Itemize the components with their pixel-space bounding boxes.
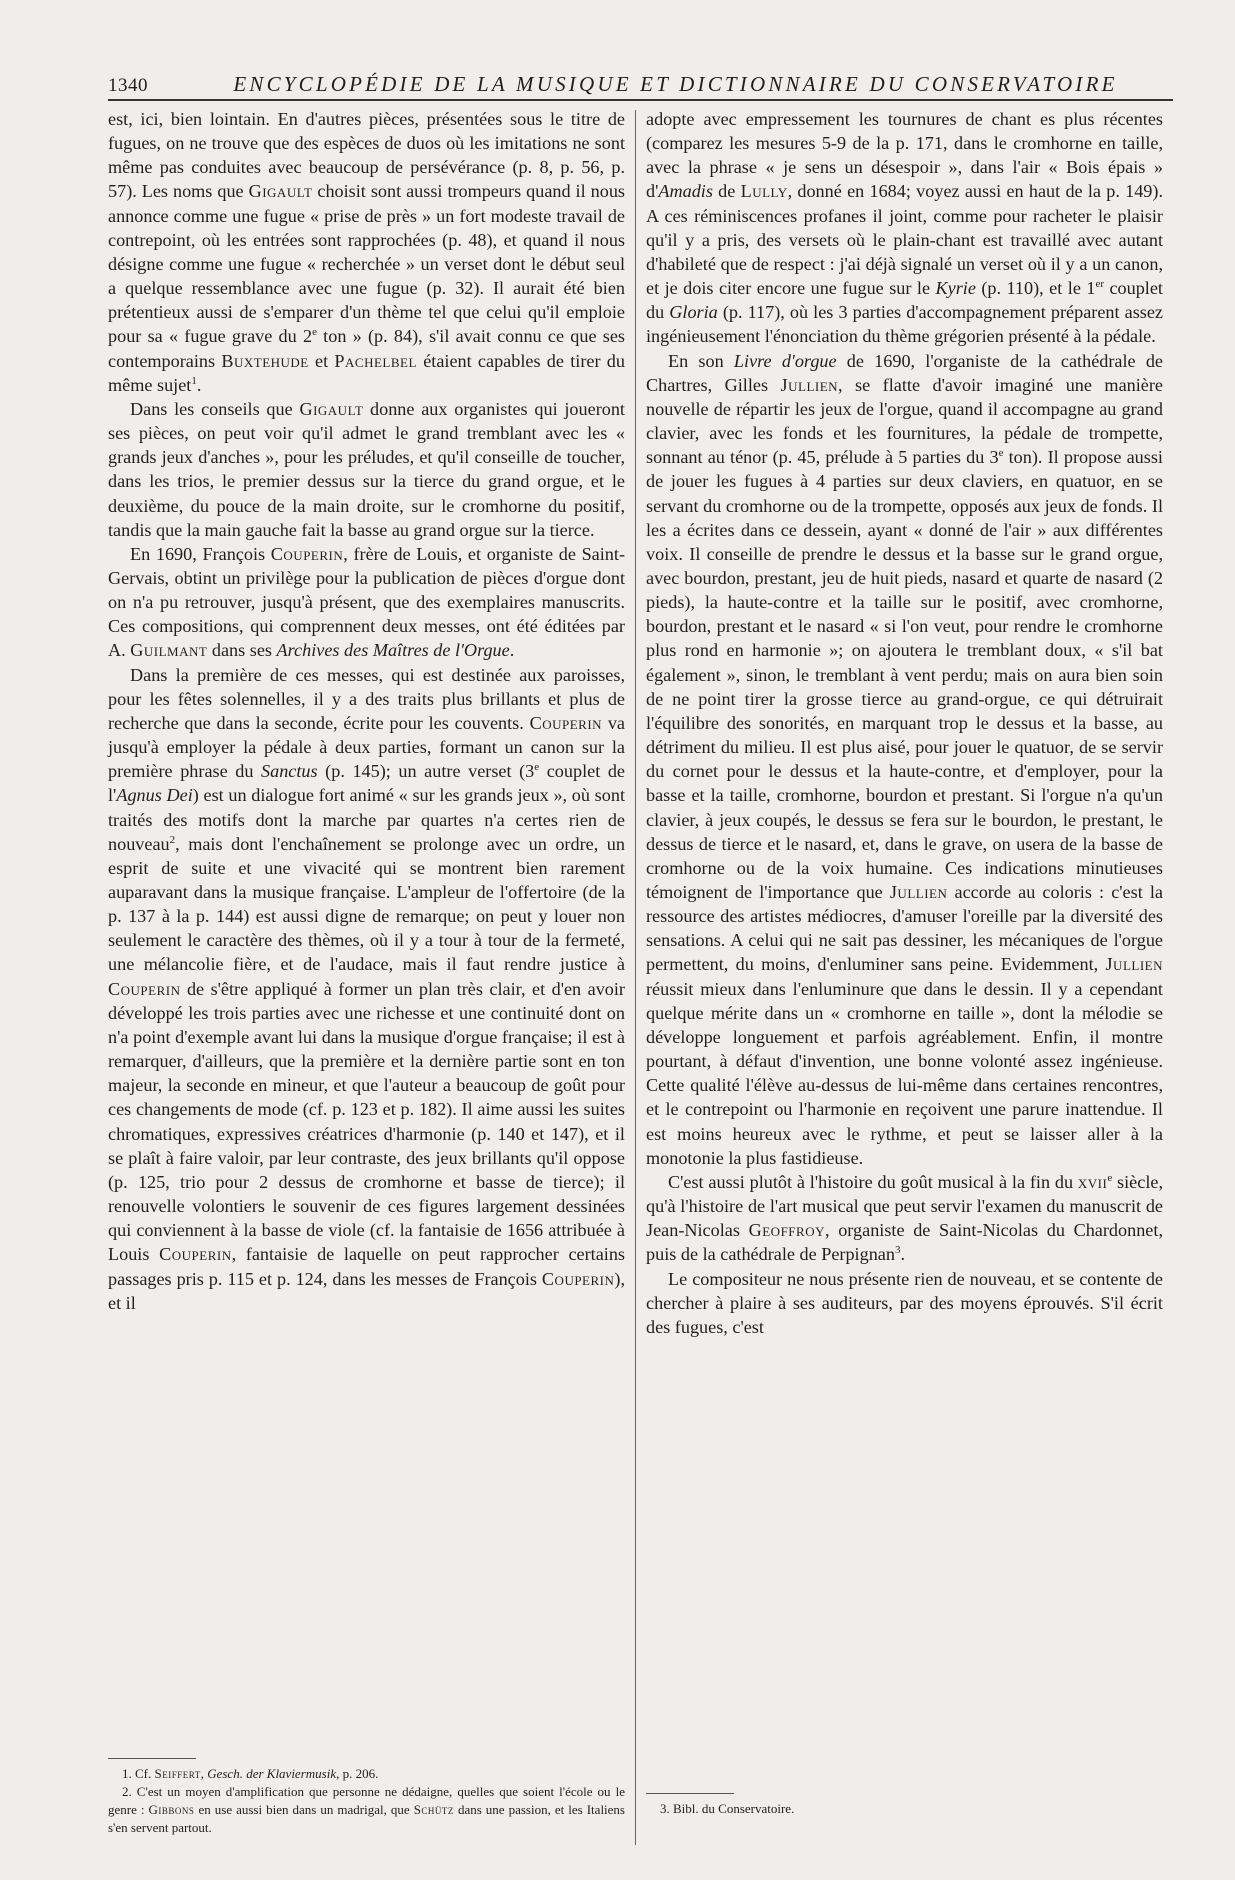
text-run: de: [712, 181, 741, 202]
text-run: 2. C'est un moyen d'amplification que personne ne dédaigne, quelles que soient l'école ou le genre :: [108, 1784, 625, 1817]
text-run: (p. 117), où les 3 parties d'accompagnement préparent assez ingénieusement l'énonciation du thème grégorien présenté à la pédale.: [646, 302, 1163, 347]
text-run: En 1690, François: [130, 543, 271, 564]
text-run: (p. 145); un autre verset (3: [317, 761, 535, 782]
text-run: ) est un dialogue fort animé « sur les grands jeux », où sont traités des motifs dont la marche par quartes n'a certes rien de nouveau: [108, 785, 625, 854]
paragraph: [108, 397, 625, 542]
paragraph: [646, 349, 1163, 1170]
text-run: En son: [668, 350, 734, 371]
text-run: donne aux organistes qui joueront ses pièces, on peut voir qu'il admet le grand tremblant avec les « grands jeux d'anches », pour les préludes, et qu'il conseille de toucher, dans les trios, le premier dessus sur la tierce du grand orgue, et le deuxième, du pouce de la main droite, sur le cromhorne du positif, tandis que la main gauche fait la basse au grand orgue sur la tierce.: [108, 398, 625, 540]
text-run: réussit mieux dans l'enluminure que dans le dessin. Il y a cependant quelque mérite dans un « cromhorne en taille », dont la mélodie se développe longuement et parfois agréablement. Enfin, il montre pourtant, à défaut d'invention, une bonne volonté assez ingénieuse. Cette qualité l'élève au-dessus de lui-même dans certaines rencontres, et le contrepoint ou l'harmonie en reçoivent une parure inattendue. Il est moins heureux avec le rythme, et peut se laisser aller à la monotonie la plus fastidieuse.: [646, 978, 1163, 1168]
footnote-rule: [646, 1793, 734, 1794]
text-run: accorde au coloris : c'est la ressource des artistes médiocres, d'amuser l'oreille par la diversité des sensations. A celui qui ne sait pas dessiner, les mécaniques de l'orgue permettent, du moins, d'enluminer sans peine. Evidemment,: [646, 882, 1164, 975]
work-title: Agnus Dei: [116, 785, 193, 806]
superscript: e: [1107, 1171, 1113, 1184]
paragraph: [108, 663, 625, 1315]
author-name: Seiffert: [154, 1766, 201, 1781]
work-title: Livre d'orgue: [733, 350, 837, 371]
text-run: Dans la première de ces messes, qui est destinée aux paroisses, pour les fêtes solennelles, il y a des traits plus brillants et plus de recherche que dans la seconde, écrite pour les couvents.: [108, 664, 625, 733]
page-header: [108, 72, 1173, 97]
text-run: couplet de l': [108, 761, 626, 806]
right-column: [646, 107, 1163, 1339]
text-run: .: [509, 640, 515, 661]
text-run: , se flatte d'avoir imaginé une manière nouvelle de répartir les jeux de l'orgue, quand il accompagne au grand clavier, avec les fonds et les fournitures, la pédale de trompette, sonnant au ténor (p. 45, prélude à 5 parties du 3: [646, 374, 1164, 468]
text-run: , frère de Louis, et organiste de Saint-Gervais, obtint un privilège pour la publication de pièces d'orgue dont on n'a pu retrouver, jusqu'à présent, que des exemplaires manuscrits. Ces compositions, qui comprennent deux messes, ont été éditées par A.: [108, 543, 626, 661]
paragraph: [646, 1267, 1163, 1339]
footnote: 3. Bibl. du Conservatoire.: [660, 1801, 795, 1816]
footnotes-left: [108, 1765, 625, 1837]
text-run: , donné en 1684; voyez aussi en haut de la p. 149). A ces réminiscences profanes il joint, comme pour racheter le plaisir qu'il y a pris, des versets où le plain-chant est travaillé avec autant d'habileté que de respect : j'ai déjà signalé un verset où il y a un canon, et je dois citer encore une fugue sur le: [646, 181, 1164, 299]
running-title: ENCYCLOPÉDIE DE LA MUSIQUE ET DICTIONNAIRE DU CONSERVATOIRE: [233, 72, 1118, 96]
text-run: siècle, qu'à l'histoire de l'art musical que peut servir l'examen du manuscrit de Jean-Nicolas: [646, 1171, 1163, 1241]
text-run: ), et il: [108, 1268, 625, 1313]
composer-name: Guilmant: [130, 640, 208, 661]
composer-name: Jullien: [1105, 954, 1163, 975]
text-run: 1. Cf.: [122, 1766, 155, 1781]
text-run: de s'être appliqué à former un plan très clair, et d'en avoir développé les trois parties avec une richesse et une continuité dont on n'a point d'exemple avant lui dans la musique d'orgue française; il est à remarquer, d'ailleurs, que la première et la dernière partie sont en ton majeur, la seconde en mineur, et que l'auteur a beaucoup de goût pour ces changements de mode (cf. p. 123 et p. 182). Il aime aussi les suites chromatiques, expressives créatrices d'harmonie (p. 140 et 147), et il se plaît à faire valoir, par leur contraste, des jeux brillants qu'il oppose (p. 125, trio pour 2 dessus de cromhorne et basse de tierce); il renouvelle volontiers le souvenir de ces figures largement dessinées qui conviennent à la basse de viole (cf. la fantaisie de 1656 attribuée à Louis: [108, 978, 625, 1265]
text-run: dans une passion, et les Italiens s'en servent partout.: [108, 1802, 625, 1835]
header-rule: [108, 99, 1173, 101]
text-run: .: [196, 374, 202, 395]
superscript: e: [534, 761, 540, 774]
footnote-ref[interactable]: 1: [191, 374, 197, 387]
composer-name: Schütz: [413, 1802, 454, 1817]
text-run: Le compositeur ne nous présente rien de nouveau, et se contente de chercher à plaire à ses auditeurs, par des moyens éprouvés. S'il écrit des fugues, c'est: [646, 1268, 1163, 1337]
composer-name: Couperin: [541, 1268, 615, 1289]
work-title: Gesch. der Klaviermusik: [207, 1766, 337, 1781]
superscript: e: [998, 447, 1004, 460]
text-run: en use aussi bien dans un madrigal, que: [194, 1802, 414, 1817]
composer-name: Couperin: [159, 1244, 232, 1265]
text-run: dans ses: [207, 640, 277, 661]
composer-name: Couperin: [108, 978, 181, 999]
text-run: va jusqu'à employer la pédale à deux parties, formant un canon sur la première phrase du: [108, 712, 625, 782]
paragraph: [646, 107, 1163, 349]
work-title: Amadis: [658, 181, 713, 202]
text-run: étaient capables de tirer du même sujet: [108, 350, 625, 395]
text-run: ,: [200, 1766, 208, 1781]
composer-name: Geoffroy: [748, 1220, 825, 1241]
text-run: choisit sont aussi trompeurs quand il nous annonce comme une fugue « prise de près » un fort modeste travail de contrepoint, où les entrées sont rapprochées (p. 48), et quand il nous désigne comme une fugue « recherchée » un verset dont le début seul a quelque ressemblance avec une fugue (p. 32). Il aurait été bien prétentieux aussi de s'emparer d'un thème tel que celui qu'il emploie pour sa « fugue grave du 2: [108, 181, 625, 347]
text-run: , p. 206.: [336, 1766, 379, 1781]
text-run: ton). Il propose aussi de jouer les fugues à 4 parties sur deux claviers, en quatuor, en se servant du cromhorne ou de la trompette, opposés aux jeux de fonds. Il les a écrites dans ce dessein, ayant « donné de l'air » aux différentes voix. Il conseille de prendre le dessus et la basse sur le grand orgue, avec bourdon, prestant, jeu de huit pieds, nasard et quarte de nasard (2 pieds), la haute-contre et la taille sur le positif, avec cromhorne, bourdon, prestant et le nasard « si l'on veut, pour rendre le cromhorne plus rond en harmonie »; on ajoutera le tremblant doux, « s'il bat également », sinon, le tremblant à vent perdu; mais on aura bien soin de ne point tirer la grosse tierce au grand-orgue, ce qui détruirait l'équilibre des sonorités, en marquant trop le dessus et la basse, au détriment du milieu. Il est plus aisé, pour jouer le quatuor, de se servir du cornet pour le dessus et la haute-contre, et d'employer, pour la basse et la taille, cromhorne, bourdon et prestant. Si l'orgue n'a qu'un clavier, à jeux coupés, le dessus se fera sur le bourdon, le prestant, le dessus de tierce et le nasard, et, dans le grave, on usera de la basse de cromhorne ou de la voix humaine. Ces indications minutieuses témoignent de l'importance que: [646, 447, 1163, 902]
composer-name: Jullien: [780, 374, 839, 395]
text-run: C'est aussi plutôt à l'histoire du goût musical à la fin du: [668, 1171, 1078, 1192]
column-divider: [635, 110, 636, 1845]
work-title: Gloria: [669, 302, 718, 323]
text-run: Dans les conseils que: [130, 398, 300, 419]
text-run: (p. 110), et le 1: [975, 278, 1096, 299]
composer-name: Jullien: [889, 882, 948, 902]
work-title: Kyrie: [935, 278, 976, 299]
paragraph: [108, 542, 625, 663]
composer-name: Couperin: [270, 543, 344, 564]
work-title: Sanctus: [261, 761, 318, 782]
text-run: et: [308, 350, 335, 371]
text-run: adopte avec empressement les tournures de chant es plus récentes (comparez les mesures 5-9 de la p. 171, dans le cromhorne en taille, avec la phrase « je sens un désespoir », dans l'air « Bois épais » d': [646, 109, 1163, 202]
text-run: , organiste de Saint-Nicolas du Chardonnet, puis de la cathédrale de Perpignan: [646, 1220, 1163, 1265]
text-run: ton » (p. 84), s'il avait connu ce que ses contemporains: [108, 326, 625, 371]
footnote-ref[interactable]: 3: [894, 1244, 901, 1257]
footnote-rule: [108, 1758, 196, 1759]
paragraph: [108, 107, 625, 397]
superscript: e: [312, 326, 317, 339]
text-run: est, ici, bien lointain. En d'autres pièces, présentées sous le titre de fugues, on ne trouve que des espèces de duos où les imitations ne sont même pas conduites avec beaucoup de persévérance (p. 8, p. 56, p. 57). Les noms que: [108, 109, 625, 202]
composer-name: Gibbons: [148, 1802, 195, 1817]
composer-name: Gigault: [248, 181, 313, 202]
text-run: couplet du: [646, 278, 1163, 323]
text-run: , mais dont l'enchaînement se prolonge avec un ordre, un esprit de suite et une vivacité qui se montrent bien rarement auparavant dans la musique française. L'ampleur de l'offertoire (de la p. 137 à la p. 144) est aussi digne de remarque; on peut y louer non seulement le caractère des thèmes, où il y a tour à tour de la fermeté, une mélancolie fière, et de l'audace, mais il faut rendre justice à: [108, 833, 625, 975]
text-run: .: [900, 1244, 906, 1265]
footnote: [108, 1765, 625, 1783]
text-run: de 1690, l'organiste de la cathédrale de Chartres, Gilles: [646, 350, 1163, 395]
paragraph: [646, 1170, 1163, 1267]
composer-name: Gigault: [299, 398, 364, 419]
page-number: 1340: [108, 75, 148, 96]
work-title: Archives des Maîtres de l'Orgue: [276, 640, 510, 661]
composer-name: Couperin: [529, 712, 603, 733]
footnote-ref[interactable]: 2: [169, 833, 176, 846]
left-column: [108, 107, 625, 1315]
footnotes-right: [646, 1800, 1163, 1818]
composer-name: Buxtehude: [221, 350, 309, 371]
footnote: [108, 1783, 625, 1837]
composer-name: Lully: [740, 181, 788, 202]
superscript: er: [1095, 278, 1104, 291]
century-numeral: xvii: [1077, 1171, 1108, 1192]
text-run: , fantaisie de laquelle on peut rapprocher certains passages pris p. 115 et p. 124, dans les messes de François: [108, 1244, 625, 1289]
composer-name: Pachelbel: [334, 350, 417, 371]
